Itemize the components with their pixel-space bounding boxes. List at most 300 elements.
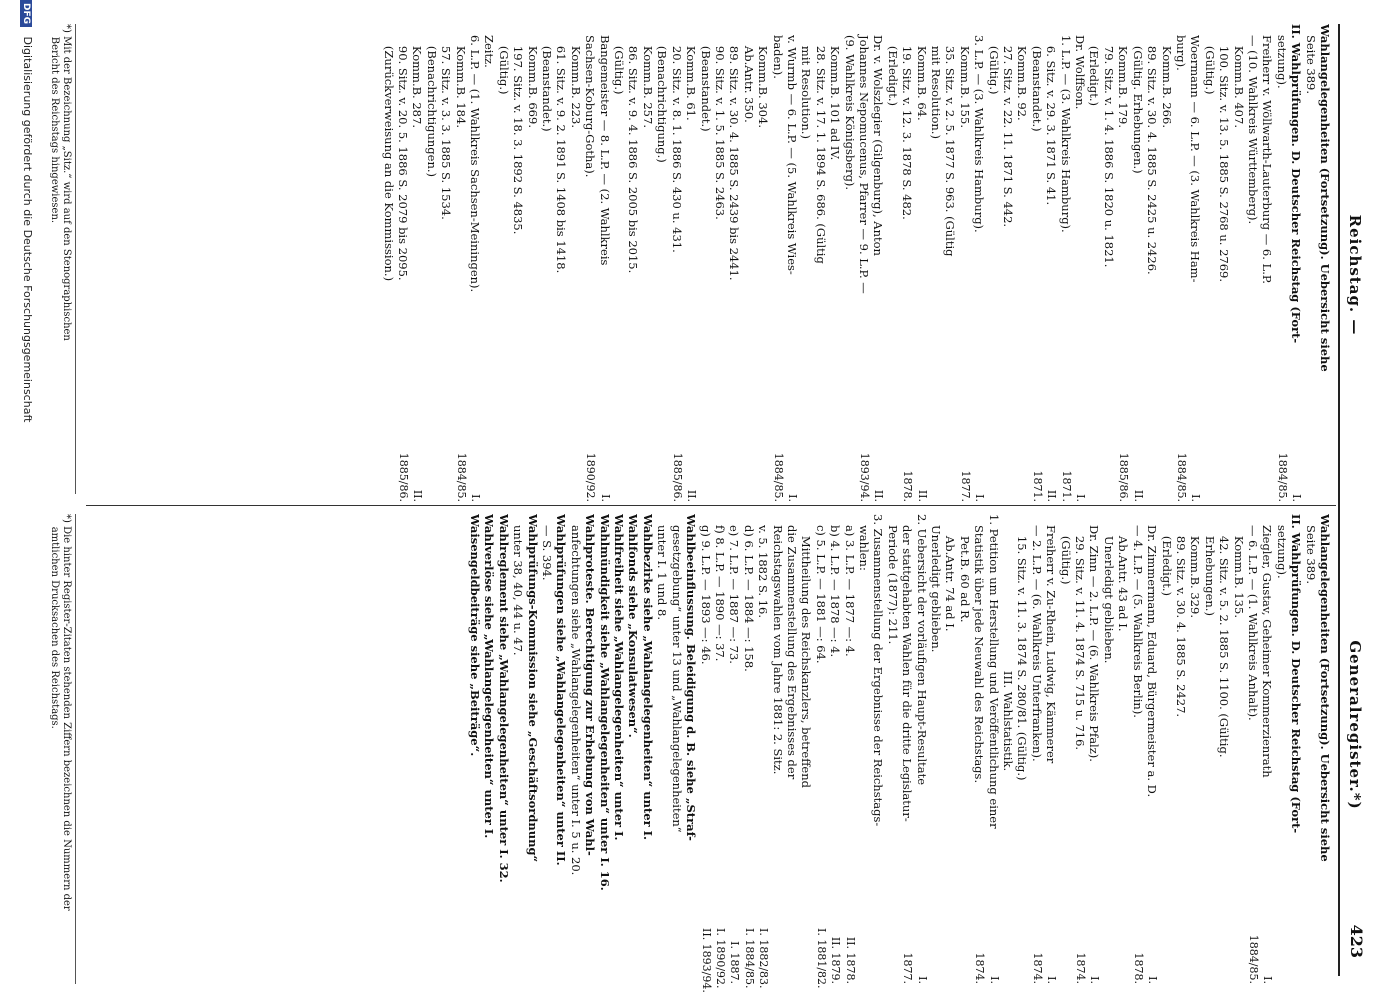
entry-text: — 2. L.P. — (6. Wahlkreis Unterfranken). <box>1029 514 1044 762</box>
register-line <box>957 24 971 502</box>
register-line <box>525 24 539 502</box>
entry-text: Komm.B. 135. <box>1231 514 1246 618</box>
session-reference <box>626 446 640 502</box>
session-reference: 1871. <box>1030 470 1044 502</box>
register-line <box>568 24 582 502</box>
register-line <box>1260 24 1274 502</box>
register-line <box>1159 24 1173 502</box>
entry-text: Dr. v. Wolszlegier (Gilgenburg), Anton <box>871 24 886 256</box>
entry-text: 1. Petition um Herstellung und Veröffentlichung einer <box>986 514 1001 829</box>
entry-text: Komm.B. 287. <box>410 24 425 128</box>
entry-text: (Gültig. Erhebungen.) <box>1130 24 1145 174</box>
entry-text: Wahlprüfungen siehe „Wahlangelegenheiten“ unter II. <box>554 514 569 866</box>
register-line <box>410 24 424 502</box>
right-column <box>468 514 1332 993</box>
entry-text: Wahlproteste. Berechtigung zur Erhebung von Wahl- <box>583 514 598 856</box>
entry-text: 19. Sitz. v. 12. 3. 1878 S. 482. <box>900 24 915 220</box>
register-line <box>785 24 799 502</box>
session-reference: I. <box>1074 494 1088 502</box>
session-reference <box>756 446 770 502</box>
register-line <box>785 514 799 984</box>
session-reference: 1884/85. <box>771 452 785 502</box>
register-line <box>1274 24 1288 502</box>
session-reference: 1878. <box>1131 952 1145 984</box>
entry-text: Freiherr v. Wöllwarth-Lauterburg — 6. L.P. <box>1260 24 1275 284</box>
register-line <box>770 514 784 984</box>
entry-text: (Erledigt.) <box>1087 24 1102 106</box>
entry-text: setzung). <box>1274 24 1289 89</box>
entry-text: Johannes Nepomucenus, Pfarrer — 9. L.P. — <box>857 24 871 294</box>
register-line <box>972 514 986 984</box>
entry-text: die Zusammenstellung des Ergebnisses der <box>784 514 799 780</box>
session-reference <box>540 928 554 984</box>
session-reference <box>482 928 496 984</box>
session-reference <box>1318 928 1332 984</box>
register-line <box>813 24 827 502</box>
session-reference <box>929 446 943 502</box>
register-line <box>597 514 611 984</box>
entry-text: wahlen: <box>857 514 871 571</box>
entry-text: Seite 389. <box>1303 514 1318 585</box>
entry-text: 6. L.P. — (1. Wahlkreis Sachsen-Meiningen). <box>468 24 483 293</box>
register-line <box>669 24 683 502</box>
register-line <box>885 24 899 502</box>
session-reference <box>1174 928 1188 984</box>
register-line <box>1073 24 1087 502</box>
register-line <box>813 514 828 989</box>
session-reference <box>957 928 971 984</box>
left-footnote: *) Mit der Bezeichnung „Sitz.“ wird auf den Stenographischen Bericht des Reichstags hingewiesen. <box>48 24 76 494</box>
register-line <box>453 24 467 502</box>
register-line <box>698 24 712 502</box>
session-reference <box>785 928 799 984</box>
right-footnote: *) Die hinter Register-Zitaten stehenden Ziffern bezeichnen die Nummern der amtlichen Drucksachen des Reichstags. <box>48 514 76 984</box>
register-line <box>496 24 510 502</box>
register-line <box>698 514 713 993</box>
register-line <box>669 514 683 984</box>
session-reference: 1884/85. <box>454 452 468 502</box>
entry-text: 89. Sitz. v. 30. 4. 1885 S. 2427. <box>1173 514 1188 718</box>
entry-text: Komm.B. 179. <box>1116 24 1131 128</box>
entry-text: Bangemeister — 8. L.P. — (2. Wahlkreis <box>597 24 612 266</box>
entry-text: Komm.B. 329. <box>1188 514 1203 618</box>
entry-text: — 4. L.P. — (5. Wahlkreis Berlin). <box>1130 514 1145 718</box>
entry-text: Komm.B. 669. <box>525 24 540 128</box>
entry-text: Komm.B. 101 ad IV. <box>828 24 843 161</box>
session-reference <box>1246 446 1260 502</box>
session-reference <box>857 928 871 984</box>
session-reference: II. <box>411 489 425 502</box>
entry-text: Wahlbeeinflussung. Beleidigung d. B. siehe „Straf- <box>684 514 699 841</box>
entry-text: Wahlmündigkeit siehe „Wahlangelegenheiten“ unter I. 16. <box>597 514 612 891</box>
session-reference: I. 1884/85. <box>742 928 756 989</box>
register-line <box>885 514 899 984</box>
session-reference <box>669 928 683 984</box>
entry-text: 35. Sitz. v. 2. 5. 1877 S. 963. (Gültig <box>943 24 958 257</box>
session-reference: 1871. <box>1059 470 1073 502</box>
session-reference: 1893/94. <box>858 452 871 502</box>
session-reference: 1885/86. <box>1117 452 1131 502</box>
session-reference: I. <box>973 494 987 502</box>
session-reference <box>1217 446 1231 502</box>
entry-text: Freiherr v. Zu-Rhein, Ludwig, Kämmerer <box>1044 514 1059 764</box>
entry-text: Waisengeldbeiträge siehe „Beiträge“. <box>468 514 483 757</box>
register-line <box>655 24 669 502</box>
session-reference: II. <box>1045 489 1059 502</box>
session-reference <box>568 446 582 502</box>
entry-text: 79. Sitz. v. 1. 4. 1886 S. 1820 u. 1821. <box>1101 24 1116 268</box>
entry-text: 6. Sitz. v. 29. 3. 1871 S. 41. <box>1044 24 1059 206</box>
register-line <box>496 514 510 984</box>
session-reference: II. 1879. <box>829 936 843 984</box>
entry-text: 100. Sitz. v. 13. 5. 1885 S. 2768 u. 2769. <box>1217 24 1232 283</box>
entry-text: Statistik über jede Neuwahl des Reichstags. <box>972 514 987 784</box>
session-reference: 1885/86. <box>397 452 410 502</box>
running-header-right: Generalregister.*) <box>1346 640 1364 810</box>
entry-text: g) 9. L.P. — 1893 —: 46. <box>698 514 713 665</box>
entry-text: 15. Sitz. v. 11. 3. 1874 S. 280/81. (Gültig.) <box>1015 514 1030 781</box>
session-reference <box>1159 446 1173 502</box>
session-reference <box>583 928 597 984</box>
entry-text: Komm.B. 266. <box>1159 24 1174 128</box>
session-reference: 1877. <box>901 952 915 984</box>
session-reference: I. <box>1261 976 1275 984</box>
session-reference <box>496 446 510 502</box>
session-reference <box>1289 928 1303 984</box>
entry-text: 89. Sitz. v. 30. 4. 1885 S. 2439 bis 2441. <box>727 24 742 281</box>
session-reference <box>871 928 885 984</box>
session-reference <box>684 928 698 984</box>
entry-text: (Gültig.) <box>986 24 1001 95</box>
entry-text: Wahlangelegenheiten (Fortsetzung). Uebersicht siehe <box>1318 514 1332 862</box>
register-line <box>1073 514 1087 984</box>
register-line <box>1231 514 1245 984</box>
entry-text: Komm.B. 304. <box>756 24 771 128</box>
entry-text: Ab.Antr. 74 ad I. <box>943 514 958 632</box>
session-reference <box>1145 446 1159 502</box>
entry-text: II. Wahlprüfungen. D. Deutscher Reichstag (Fort- <box>1289 514 1304 834</box>
register-line <box>468 24 482 502</box>
session-reference <box>655 446 669 502</box>
session-reference: 1885/86. <box>670 452 684 502</box>
entry-text: anfechtungen siehe „Wahlangelegenheiten“ unter I. 5 u. 20. <box>568 514 583 876</box>
register-line <box>756 514 771 989</box>
session-reference <box>1260 446 1274 502</box>
left-column <box>381 24 1332 502</box>
entry-text: Komm.B. 64. <box>914 24 929 121</box>
entry-text: b) 4. L.P. — 1878 —: 4. <box>828 514 843 658</box>
session-reference <box>554 928 568 984</box>
session-reference <box>468 928 482 984</box>
entry-text: Wahlreglement siehe „Wahlangelegenheiten“ unter I. 32. <box>496 514 511 883</box>
entry-text: 61. Sitz. v. 9. 2. 1891 S. 1408 bis 1418. <box>554 24 569 274</box>
session-reference <box>885 928 899 984</box>
entry-text: 20. Sitz. v. 8. 1. 1886 S. 430 u. 431. <box>669 24 684 253</box>
session-reference <box>540 446 554 502</box>
entry-text: (Gültig.) <box>496 24 511 95</box>
session-reference <box>655 928 669 984</box>
register-line <box>986 514 1000 984</box>
register-line <box>482 24 496 502</box>
session-reference: I. <box>1189 494 1203 502</box>
entry-text: Unerledigt geblieben. <box>929 514 944 653</box>
session-reference <box>799 928 813 984</box>
register-line <box>583 24 597 502</box>
running-header-left: Reichstag. — <box>1346 214 1364 336</box>
session-reference <box>770 928 784 984</box>
register-line <box>756 24 770 502</box>
register-line <box>929 514 943 984</box>
entry-text: (Benachrichtigung.) <box>655 24 670 163</box>
entry-text: Erhebungen.) <box>1202 514 1217 616</box>
session-reference <box>1217 928 1231 984</box>
register-line <box>1303 24 1317 502</box>
register-line <box>900 24 914 502</box>
register-line <box>612 24 626 502</box>
session-reference <box>1116 928 1130 984</box>
session-reference <box>1231 446 1245 502</box>
register-line <box>641 514 655 984</box>
register-line <box>871 24 885 502</box>
entry-text: Komm.B. 92. <box>1015 24 1030 121</box>
register-line <box>828 24 842 502</box>
register-line <box>957 514 971 984</box>
session-reference: II. <box>685 489 699 502</box>
session-reference <box>813 446 827 502</box>
entry-text: der stattgehabten Wahlen für die dritte Legislatur- <box>900 514 915 822</box>
register-line <box>727 514 741 984</box>
entry-text: Wahlprüfungs-Kommission siehe „Geschäftsordnung“ <box>525 514 540 863</box>
session-reference <box>612 928 626 984</box>
entry-text: Sachsen-Koburg-Gotha). <box>583 24 598 178</box>
dfg-logo: DFG <box>20 0 32 27</box>
entry-text: 90. Sitz. v. 20. 5. 1886 S. 2079 bis 2095. <box>396 24 410 281</box>
register-line <box>1174 24 1188 502</box>
entry-text: (Beanstandet.) <box>698 24 713 132</box>
entry-text: Seite 389. <box>1303 24 1318 95</box>
session-reference <box>727 446 741 502</box>
session-reference <box>741 446 755 502</box>
entry-text: 3. L.P. — (3. Wahlkreis Hamburg). <box>972 24 987 233</box>
register-line <box>1188 514 1202 984</box>
register-line <box>396 24 410 502</box>
session-reference <box>439 446 453 502</box>
session-reference <box>713 446 727 502</box>
entry-text: f) 8. L.P. — 1890 —: 37. <box>712 514 727 662</box>
entry-text: a) 3. L.P. — 1877 —: 4. <box>842 514 857 657</box>
register-line <box>1044 514 1058 984</box>
register-line <box>540 24 554 502</box>
register-line <box>1087 24 1101 502</box>
entry-text: (Gültig.) <box>1202 24 1217 95</box>
session-reference: I. <box>1045 976 1059 984</box>
session-reference: I. <box>598 494 612 502</box>
entry-text: (9. Wahlkreis Königsberg). <box>842 24 857 191</box>
session-reference: 1874. <box>1074 952 1088 984</box>
register-line <box>1274 514 1288 984</box>
register-line <box>1318 24 1332 502</box>
register-line <box>857 514 871 984</box>
register-line <box>943 24 957 502</box>
register-line <box>1029 514 1043 984</box>
entry-text: setzung). <box>1274 514 1289 579</box>
entry-text: Komm.B. 61. <box>684 24 699 121</box>
entry-text: (Gültig.) <box>612 24 627 95</box>
session-reference: I. <box>1290 494 1304 502</box>
register-line <box>1217 514 1231 984</box>
register-line <box>1303 514 1317 984</box>
register-line <box>986 24 1000 502</box>
register-line <box>914 514 928 984</box>
session-reference: II. 1893/94. <box>699 928 713 993</box>
entry-text: Komm.B. 184. <box>453 24 468 128</box>
register-line <box>684 514 698 984</box>
register-line <box>1001 24 1015 502</box>
column-divider <box>86 505 1336 506</box>
entry-text: c) 5. L.P. — 1881 —: 64. <box>813 514 828 664</box>
register-line <box>857 24 871 502</box>
entry-text: Zeitz. <box>482 24 497 68</box>
register-line <box>1044 24 1058 502</box>
register-line <box>1015 514 1029 984</box>
entry-text: Ab.Antr. 350. <box>741 24 756 123</box>
session-reference: 1874. <box>973 952 987 984</box>
register-line <box>1130 24 1144 502</box>
entry-text: Woermann — 6. L.P. — (3. Wahlkreis Ham- <box>1188 24 1203 283</box>
entry-text: Wahlfonds siehe „Konsulatwesen“. <box>626 514 641 738</box>
session-reference <box>496 928 510 984</box>
entry-text: Mittheilung des Reichskanzlers, betreffend <box>799 514 814 788</box>
entry-text: Wahlangelegenheiten (Fortsetzung). Uebersicht siehe <box>1318 24 1332 372</box>
register-line <box>684 24 698 502</box>
session-reference <box>381 446 395 502</box>
register-line <box>1058 24 1072 502</box>
session-reference <box>1001 446 1015 502</box>
register-line <box>914 24 928 502</box>
register-line <box>799 24 813 502</box>
entry-text: 1. L.P. — (3. Wahlkreis Hamburg). <box>1058 24 1073 233</box>
session-reference: 1890/92. <box>584 452 598 502</box>
entry-text: III. Wahlstatistik. <box>1001 670 1016 772</box>
entry-text: v. 5. 1882 S. 16. <box>756 514 771 619</box>
entry-text: 2. Uebersicht der vorläufigen Haupt-Resultate <box>914 514 929 786</box>
register-line <box>1015 24 1029 502</box>
register-line <box>641 24 655 502</box>
entry-text: d) 6. L.P. — 1884 —: 158. <box>741 514 756 672</box>
session-reference <box>1274 928 1288 984</box>
entry-text: 89. Sitz. v. 30. 4. 1885 S. 2425 u. 2426. <box>1145 24 1160 275</box>
register-line <box>612 514 626 984</box>
session-reference: 1884/85. <box>1275 452 1289 502</box>
session-reference <box>1202 446 1216 502</box>
entry-text: 28. Sitz. v. 17. 1. 1894 S. 686. (Gültig <box>813 24 828 264</box>
register-line <box>871 514 885 984</box>
register-line <box>1130 514 1144 984</box>
session-reference <box>943 928 957 984</box>
session-reference <box>1058 928 1072 984</box>
entry-text: 90. Sitz. v. 1. 5. 1885 S. 2463. <box>712 24 727 220</box>
register-line <box>1087 514 1101 984</box>
register-line <box>626 514 640 984</box>
entry-text: (Erledigt.) <box>885 24 900 106</box>
entry-text: 42. Sitz. v. 5. 2. 1885 S. 1100. (Gültig. <box>1217 514 1232 758</box>
register-line <box>842 24 856 502</box>
register-line <box>770 24 784 502</box>
entry-text: 86. Sitz. v. 9. 4. 1886 S. 2005 bis 2015. <box>626 24 641 274</box>
entry-text: e) 7. L.P. — 1887 —: 73. <box>727 514 742 664</box>
session-reference <box>943 446 957 502</box>
session-reference: I. 1881/82. <box>814 928 828 989</box>
entry-text: unter I. 1 und 8. <box>655 514 670 620</box>
entry-text: (Beanstandet.) <box>540 24 555 132</box>
register-line <box>1102 514 1116 984</box>
entry-text: mit Resolution.) <box>929 24 944 139</box>
register-line <box>597 24 611 502</box>
session-reference <box>698 446 712 502</box>
session-reference <box>597 928 611 984</box>
register-line <box>468 514 482 984</box>
register-line <box>1116 24 1130 502</box>
register-line <box>1188 24 1202 502</box>
session-reference <box>1001 928 1015 984</box>
register-line <box>972 24 986 502</box>
entry-text: gesetzgebung“ unter 13 und „Wahlangelegenheiten“ <box>669 514 684 833</box>
register-line <box>655 514 669 984</box>
register-line <box>1058 514 1072 984</box>
session-reference <box>1303 446 1317 502</box>
session-reference <box>1303 928 1317 984</box>
entry-text: Ziegler, Gustav, Geheimer Kommerzienrath <box>1260 514 1275 778</box>
entry-text: 57. Sitz. v. 3. 3. 1885 S. 1534. <box>439 24 454 220</box>
session-reference <box>828 446 842 502</box>
register-line <box>1145 514 1159 984</box>
session-reference: II. 1878. <box>843 936 857 984</box>
session-reference <box>1202 928 1216 984</box>
session-reference <box>799 446 813 502</box>
session-reference <box>511 446 525 502</box>
register-line <box>1102 24 1116 502</box>
session-reference <box>641 928 655 984</box>
register-line <box>554 514 568 984</box>
register-line <box>568 514 582 984</box>
register-line <box>1246 514 1260 984</box>
session-reference <box>1188 928 1202 984</box>
entry-text: (Erledigt.) <box>1159 514 1174 596</box>
session-reference: I. <box>785 494 799 502</box>
entry-text: Komm.B. 223. <box>568 24 583 128</box>
digitization-text: Digitalisierung gefördert durch die Deutsche Forschungsgemeinschaft <box>21 36 34 423</box>
entry-text: II. Wahlprüfungen. D. Deutscher Reichstag (Fort- <box>1289 24 1304 344</box>
entry-text: Komm.B. 407. <box>1231 24 1246 128</box>
session-reference: I. 1887. <box>728 941 742 984</box>
register-line <box>712 514 727 989</box>
register-line <box>424 24 438 502</box>
entry-text: — S. 394. <box>540 514 555 581</box>
page-number: 423 <box>1347 924 1366 958</box>
session-reference <box>641 446 655 502</box>
register-line <box>1202 24 1216 502</box>
session-reference: I. 1890/92. <box>713 928 727 989</box>
register-line <box>583 514 597 984</box>
entry-text: Periode (1877): 211. <box>885 514 900 645</box>
session-reference: I. 1882/83. <box>757 928 771 989</box>
register-line <box>1318 514 1332 984</box>
session-reference: I. <box>469 494 483 502</box>
entry-text: Unerledigt geblieben. <box>1101 514 1116 664</box>
session-reference <box>1318 446 1332 502</box>
session-reference: I. <box>987 976 1001 984</box>
session-reference <box>1015 446 1029 502</box>
